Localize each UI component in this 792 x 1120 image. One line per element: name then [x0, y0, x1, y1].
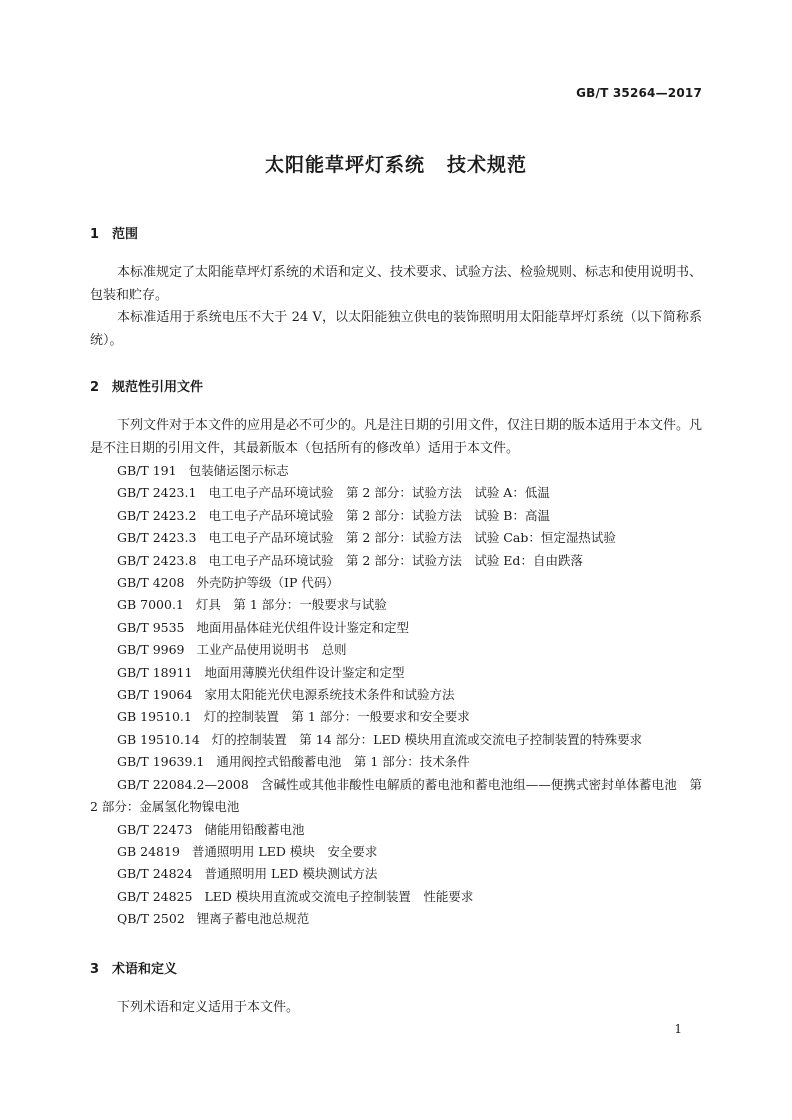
reference-title: 包装储运图示标志: [188, 463, 289, 478]
reference-code: GB/T 19064: [117, 687, 193, 703]
scope-paragraph-1: 本标准规定了太阳能草坪灯系统的术语和定义、技术要求、试验方法、检验规则、标志和使用说明书、包装和贮存。: [90, 265, 703, 303]
reference-title: 地面用薄膜光伏组件设计鉴定和定型: [204, 664, 405, 680]
reference-item: [90, 572, 702, 594]
reference-title: 普通照明用 LED 模块测试方法: [204, 866, 378, 882]
section-number: 3: [90, 962, 100, 977]
reference-title: 灯具 第 1 部分：一般要求与试验: [195, 597, 387, 613]
section-heading-normative-references: [90, 376, 203, 395]
page-number: 1: [674, 1022, 682, 1036]
section-number: 1: [90, 227, 100, 242]
reference-item: [90, 751, 702, 773]
reference-title: 电工电子产品环境试验 第 2 部分：试验方法 试验 Cab：恒定湿热试验: [208, 530, 616, 546]
section-heading-terms-definitions: [90, 958, 177, 977]
section-title: 范围: [112, 227, 139, 242]
reference-title: 电工电子产品环境试验 第 2 部分：试验方法 试验 A：低温: [208, 485, 550, 501]
reference-code: GB/T 2423.1: [117, 485, 197, 501]
document-title: [0, 150, 792, 177]
reference-item: [90, 482, 702, 504]
reference-code: GB/T 24824: [117, 866, 193, 882]
reference-item: [90, 617, 702, 639]
reference-code: GB/T 9969: [117, 642, 185, 658]
reference-title: 灯的控制装置 第 1 部分：一般要求和安全要求: [203, 709, 470, 725]
reference-title: 灯的控制装置 第 14 部分：LED 模块用直流或交流电子控制装置的特殊要求: [211, 731, 643, 747]
reference-code: GB/T 18911: [117, 664, 193, 680]
reference-item: [90, 550, 702, 572]
reference-title: 外壳防护等级（IP 代码）: [196, 575, 339, 591]
reference-code: GB 24819: [117, 843, 180, 859]
reference-title: 锂离子蓄电池总规范: [196, 911, 310, 927]
reference-code: GB/T 2423.8: [117, 552, 197, 568]
reference-item: [90, 460, 702, 482]
reference-item: [90, 684, 702, 706]
reference-code: GB 19510.1: [117, 709, 192, 725]
reference-title: 地面用晶体硅光伏组件设计鉴定和定型: [196, 619, 410, 635]
title-sub: 技术规范: [447, 154, 528, 176]
reference-code: GB/T 22473: [117, 821, 193, 837]
reference-title: 家用太阳能光伏电源系统技术条件和试验方法: [204, 687, 455, 703]
reference-title: 工业产品使用说明书 总则: [196, 642, 347, 658]
scope-paragraph-2: 本标准适用于系统电压不大于 24 V，以太阳能独立供电的装饰照明用太阳能草坪灯系统（以下简称系统）。: [90, 310, 702, 348]
reference-code: GB/T 2423.3: [117, 530, 197, 546]
title-main: 太阳能草坪灯系统: [264, 154, 425, 176]
reference-item: [90, 706, 702, 728]
references-intro-paragraph: 下列文件对于本文件的应用是必不可少的。凡是注日期的引用文件，仅注日期的版本适用于本文件。凡是不注日期的引用文件，其最新版本（包括所有的修改单）适用于本文件。: [90, 418, 703, 456]
reference-item: [90, 886, 702, 908]
reference-item: [90, 841, 702, 863]
reference-code: GB/T 22084.2—2008: [117, 776, 249, 792]
reference-item: [90, 639, 702, 661]
reference-item: [90, 774, 702, 819]
reference-item: [90, 863, 702, 885]
reference-title: 电工电子产品环境试验 第 2 部分：试验方法 试验 B：高温: [208, 507, 550, 523]
section-number: 2: [90, 380, 100, 395]
reference-title: 储能用铅酸蓄电池: [204, 821, 305, 837]
reference-code: GB/T 4208: [117, 575, 185, 591]
reference-title: 电工电子产品环境试验 第 2 部分：试验方法 试验 Ed：自由跌落: [208, 552, 583, 568]
section-title: 术语和定义: [112, 962, 178, 977]
reference-title: 含碱性或其他非酸性电解质的蓄电池和蓄电池组——便携式密封单体蓄电池 第 2 部分：金属氢化物镍电池: [90, 776, 702, 815]
reference-item: [90, 908, 702, 930]
reference-item: [90, 505, 702, 527]
section-title: 规范性引用文件: [112, 380, 204, 395]
reference-item: [90, 662, 702, 684]
reference-code: QB/T 2502: [117, 911, 185, 927]
reference-code: GB/T 9535: [117, 619, 185, 635]
reference-code: GB 19510.14: [117, 731, 200, 747]
reference-code: GB/T 191: [117, 463, 177, 478]
reference-code: GB/T 24825: [117, 888, 193, 904]
reference-title: 普通照明用 LED 模块 安全要求: [191, 843, 378, 859]
reference-item: [90, 594, 702, 616]
reference-list: [90, 460, 702, 931]
reference-title: LED 模块用直流或交流电子控制装置 性能要求: [204, 888, 474, 904]
reference-code: GB/T 19639.1: [117, 754, 205, 770]
reference-title: 通用阀控式铅酸蓄电池 第 1 部分：技术条件: [216, 754, 470, 770]
reference-item: [90, 729, 702, 751]
terms-intro-paragraph: 下列术语和定义适用于本文件。: [117, 1000, 300, 1015]
reference-code: GB/T 2423.2: [117, 507, 197, 523]
reference-item: [90, 819, 702, 841]
reference-code: GB 7000.1: [117, 597, 184, 613]
section-heading-scope: [90, 223, 138, 242]
reference-item: [90, 527, 702, 549]
standard-code: GB/T 35264—2017: [576, 86, 702, 100]
